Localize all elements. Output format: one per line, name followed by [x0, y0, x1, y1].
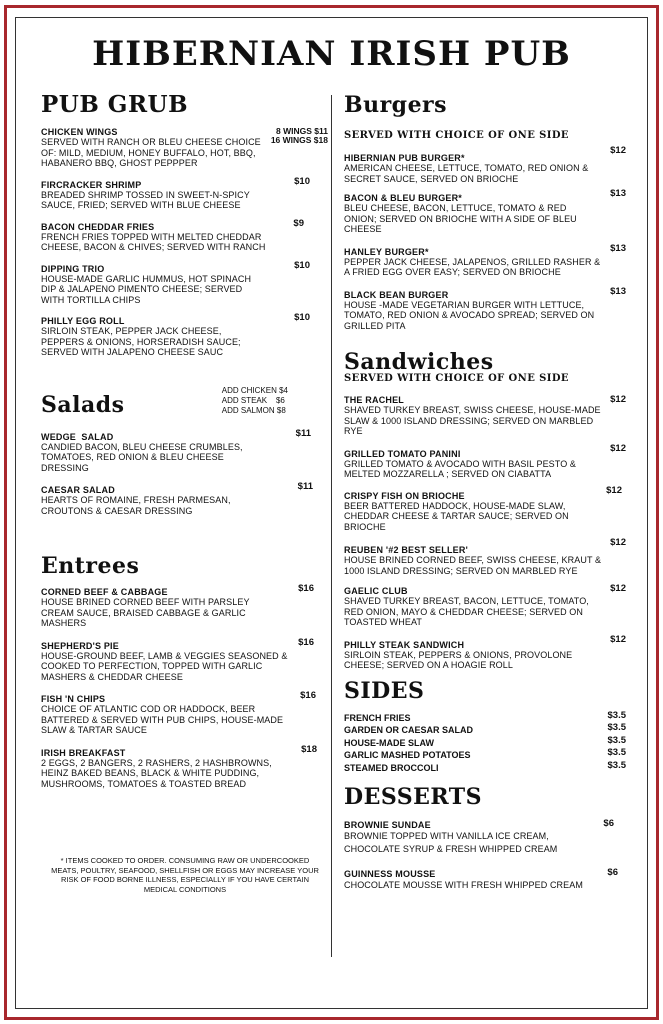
- item-name: CAESAR SALAD: [41, 485, 115, 495]
- pub-grub-section: [41, 92, 328, 358]
- item-price: $16: [300, 690, 316, 701]
- desserts-section: [344, 784, 626, 892]
- item-price: $11: [295, 427, 311, 439]
- item-name: SHEPHERD'S PIE: [41, 640, 119, 651]
- side-price: $3.5: [607, 722, 626, 733]
- item-desc: HOUSE-GROUND BEEF, LAMB & VEGGIES SEASONED & COOKED TO PERFECTION, TOPPED WITH GARLIC MASHERS & CHEDDAR CHEESE: [41, 650, 288, 682]
- item-price: $12: [606, 484, 622, 496]
- addon-line: ADD SALMON $8: [221, 405, 286, 415]
- side-item: [344, 724, 626, 737]
- item-desc: HOUSE-MADE GARLIC HUMMUS, HOT SPINACH DIP & JALAPENO PIMENTO CHEESE; SERVED WITH TORTILLA CHIPS: [41, 273, 252, 305]
- item-name: CORNED BEEF & CABBAGE: [41, 587, 168, 597]
- side-price: $3.5: [607, 759, 626, 771]
- side-item: [344, 734, 626, 750]
- item-desc: SHAVED TURKEY BREAST, BACON, LETTUCE, TOMATO, RED ONION, MAYO & CHEDDAR CHEESE; SERVED ON TOASTED WHEAT: [344, 596, 589, 627]
- menu-item: [41, 583, 328, 629]
- side-name: GARDEN OR CAESAR SALAD: [344, 725, 474, 735]
- left-column: [41, 92, 328, 789]
- side-name: STEAMED BROCCOLI: [344, 762, 439, 773]
- side-price: $3.5: [607, 709, 626, 721]
- sides-section: [344, 678, 626, 775]
- item-price: $10: [294, 175, 310, 187]
- sandwiches-section: [344, 349, 626, 671]
- item-desc: HOUSE BRINED CORNED BEEF, SWISS CHEESE, KRAUT & 1000 ISLAND DRESSING; SERVED ON MARBLED RYE: [344, 555, 602, 576]
- desserts-heading: DESSERTS: [344, 784, 483, 810]
- menu-item: [41, 481, 328, 516]
- menu-item: [41, 743, 328, 790]
- item-price: $16: [298, 583, 314, 594]
- food-safety-footnote: * ITEMS COOKED TO ORDER. CONSUMING RAW OR UNDERCOOKED MEATS, POULTRY, SEAFOOD, SHELLFISH OR EGGS MAY INCREASE YOUR RISK OF FOOD BORNE ILLNESS, ESPECIALLY IF YOU HAVE CERTAIN MEDICAL CONDITIONS: [51, 856, 319, 894]
- side-item: [344, 759, 626, 775]
- item-name: DIPPING TRIO: [41, 263, 105, 274]
- item-price: $16: [298, 636, 314, 648]
- item-name: WEDGE SALAD: [41, 431, 114, 442]
- column-divider: [331, 95, 332, 957]
- menu-item: [41, 127, 328, 169]
- menu-title: HIBERNIAN IRISH PUB: [92, 34, 571, 74]
- item-name: BACON & BLEU BURGER*: [344, 193, 463, 203]
- menu-item: [344, 869, 626, 892]
- sides-list: [344, 709, 626, 775]
- menu-item: [344, 442, 626, 480]
- item-price: $12: [610, 394, 626, 405]
- price-line: 16 WINGS $18: [270, 135, 328, 145]
- item-name: IRISH BREAKFAST: [41, 747, 126, 758]
- item-desc: BROWNIE TOPPED WITH VANILLA ICE CREAM, CHOCOLATE SYRUP & FRESH WHIPPED CREAM: [344, 831, 558, 854]
- item-name: PHILLY EGG ROLL: [41, 316, 125, 326]
- item-price: $6: [607, 867, 618, 878]
- item-price: $13: [610, 188, 626, 199]
- item-price: $12: [610, 537, 626, 548]
- sandwiches-heading: Sandwiches: [344, 349, 494, 375]
- item-desc: SIRLOIN STEAK, PEPPERS & ONIONS, PROVOLONE CHEESE; SERVED ON A HOAGIE ROLL: [344, 649, 573, 670]
- side-name: HOUSE-MADE SLAW: [344, 737, 434, 748]
- side-price: $3.5: [607, 734, 626, 746]
- item-name: HANLEY BURGER*: [344, 246, 429, 257]
- side-name: GARLIC MASHED POTATOES: [344, 750, 471, 760]
- item-desc: HOUSE -MADE VEGETARIAN BURGER WITH LETTUCE, TOMATO, RED ONION & AVOCADO SPREAD; SERVED ON GRILLED PITA: [344, 299, 595, 331]
- item-price: $12: [610, 145, 626, 156]
- item-name: GAELIC CLUB: [344, 586, 408, 596]
- item-desc: BLEU CHEESE, BACON, LETTUCE, TOMATO & RED ONION; SERVED ON BRIOCHE WITH A SIDE OF BLEU CHEESE: [344, 203, 577, 234]
- menu-item: [344, 285, 626, 332]
- item-desc: FRENCH FRIES TOPPED WITH MELTED CHEDDAR CHEESE, BACON & CHIVES; SERVED WITH RANCH: [41, 231, 266, 252]
- item-name: BROWNIE SUNDAE: [344, 820, 431, 830]
- addon-line: ADD STEAK $6: [221, 395, 285, 405]
- menu-item: [41, 636, 328, 683]
- menu-item: [344, 242, 626, 278]
- item-price: $12: [610, 633, 626, 645]
- item-name: BLACK BEAN BURGER: [344, 289, 449, 300]
- item-price: $12: [610, 583, 626, 594]
- item-name: PHILLY STEAK SANDWICH: [344, 639, 465, 650]
- item-name: HIBERNIAN PUB BURGER*: [344, 153, 465, 163]
- item-desc: CHOCOLATE MOUSSE WITH FRESH WHIPPED CREAM: [344, 880, 583, 890]
- item-price: $11: [297, 481, 313, 492]
- item-desc: SHAVED TURKEY BREAST, SWISS CHEESE, HOUSE-MADE SLAW & 1000 ISLAND DRESSING; SERVED ON MARBLED RYE: [344, 405, 601, 436]
- item-name: GRILLED TOMATO PANINI: [344, 448, 461, 459]
- item-price: $6: [603, 818, 614, 829]
- item-name: CHICKEN WINGS: [41, 127, 118, 137]
- menu-item: [344, 188, 626, 235]
- item-desc: SERVED WITH RANCH OR BLEU CHEESE CHOICE OF: MILD, MEDIUM, HONEY BUFFALO, HOT, BBQ, HABANERO BBQ, GHOST PEPPPER: [41, 137, 261, 168]
- menu-item: [344, 820, 626, 855]
- item-name: BACON CHEDDAR FRIES: [41, 221, 155, 232]
- sides-heading: SIDES: [344, 677, 425, 704]
- menu-item: [344, 583, 626, 628]
- salads-section: [41, 385, 328, 517]
- menu-item: [41, 312, 328, 358]
- item-name: REUBEN '#2 BEST SELLER': [344, 545, 468, 555]
- menu-item: [41, 217, 328, 253]
- item-price: $10: [294, 259, 310, 271]
- item-desc: CANDIED BACON, BLEU CHEESE CRUMBLES, TOMATOES, RED ONION & BLEU CHEESE DRESSING: [41, 441, 243, 473]
- item-name: FISH 'N CHIPS: [41, 694, 106, 704]
- item-desc: 2 EGGS, 2 BANGERS, 2 RASHERS, 2 HASHBROWNS, HEINZ BAKED BEANS, BLACK & WHITE PUDDING, MUSHROOMS, TOMATOES & TOASTED BREAD: [41, 757, 272, 789]
- wings-prices: [271, 127, 328, 145]
- burgers-heading: Burgers: [344, 92, 448, 118]
- menu-item: [344, 395, 626, 437]
- side-price: $3.5: [607, 747, 626, 758]
- item-desc: GRILLED TOMATO & AVOCADO WITH BASIL PESTO & MELTED MOZZARELLA ; SERVED ON CIABATTA: [344, 458, 577, 479]
- item-price: $12: [610, 442, 626, 454]
- menu-item: [41, 690, 328, 736]
- item-desc: CHOICE OF ATLANTIC COD OR HADDOCK, BEER BATTERED & SERVED WITH PUB CHIPS, HOUSE-MADE SLAW & TARTAR SAUCE: [41, 704, 284, 735]
- price-line: 8 WINGS $11: [276, 126, 328, 136]
- item-desc: BREADED SHRIMP TOSSED IN SWEET-N-SPICY SAUCE, FRIED; SERVED WITH BLUE CHEESE: [41, 189, 250, 210]
- addon-line: ADD CHICKEN $4: [221, 385, 288, 395]
- item-name: GUINNESS MOUSSE: [344, 869, 436, 879]
- item-price: $13: [610, 285, 626, 297]
- burgers-section: [344, 92, 626, 331]
- sandwiches-note: SERVED WITH CHOICE OF ONE SIDE: [344, 373, 569, 384]
- entrees-section: [41, 553, 328, 789]
- side-item: [344, 709, 626, 725]
- item-desc: SIRLOIN STEAK, PEPPER JACK CHEESE, PEPPERS & ONIONS, HORSERADISH SAUCE; SERVED WITH JALAPENO CHEESE SAUC: [41, 326, 241, 357]
- item-price: $9: [293, 217, 304, 229]
- menu-item: [41, 427, 328, 474]
- menu-item: [344, 484, 626, 533]
- salad-addons: [222, 386, 288, 416]
- side-item: [344, 749, 626, 762]
- item-name: THE RACHEL: [344, 395, 404, 405]
- item-price: $13: [610, 242, 626, 254]
- menu-item: [344, 537, 626, 576]
- burgers-note: SERVED WITH CHOICE OF ONE SIDE: [344, 130, 569, 141]
- salads-heading: Salads: [41, 391, 125, 418]
- side-name: FRENCH FRIES: [344, 712, 411, 723]
- item-price: $10: [294, 312, 310, 323]
- pub-grub-heading: PUB GRUB: [41, 91, 189, 118]
- entrees-heading: Entrees: [41, 553, 140, 579]
- item-price: $18: [301, 743, 317, 755]
- menu-item: [344, 145, 626, 184]
- item-desc: PEPPER JACK CHEESE, JALAPENOS, GRILLED RASHER & A FRIED EGG OVER EASY; SERVED ON BRIOCHE: [344, 256, 601, 277]
- item-desc: BEER BATTERED HADDOCK, HOUSE-MADE SLAW, CHEDDAR CHEESE & TARTAR SAUCE; SERVED ON BRIOCHE: [344, 500, 569, 532]
- item-desc: HOUSE BRINED CORNED BEEF WITH PARSLEY CREAM SAUCE, BRAISED CABBAGE & GARLIC MASHERS: [41, 597, 250, 628]
- item-name: CRISPY FISH ON BRIOCHE: [344, 490, 465, 501]
- menu-item: [41, 259, 328, 306]
- menu-item: [344, 633, 626, 671]
- item-desc: HEARTS OF ROMAINE, FRESH PARMESAN, CROUTONS & CAESAR DRESSING: [41, 495, 231, 516]
- item-desc: AMERICAN CHEESE, LETTUCE, TOMATO, RED ONION & SECRET SAUCE, SERVED ON BRIOCHE: [344, 163, 589, 184]
- right-column: [344, 92, 626, 892]
- item-name: FIRCRACKER SHRIMP: [41, 179, 142, 190]
- menu-item: [41, 175, 328, 211]
